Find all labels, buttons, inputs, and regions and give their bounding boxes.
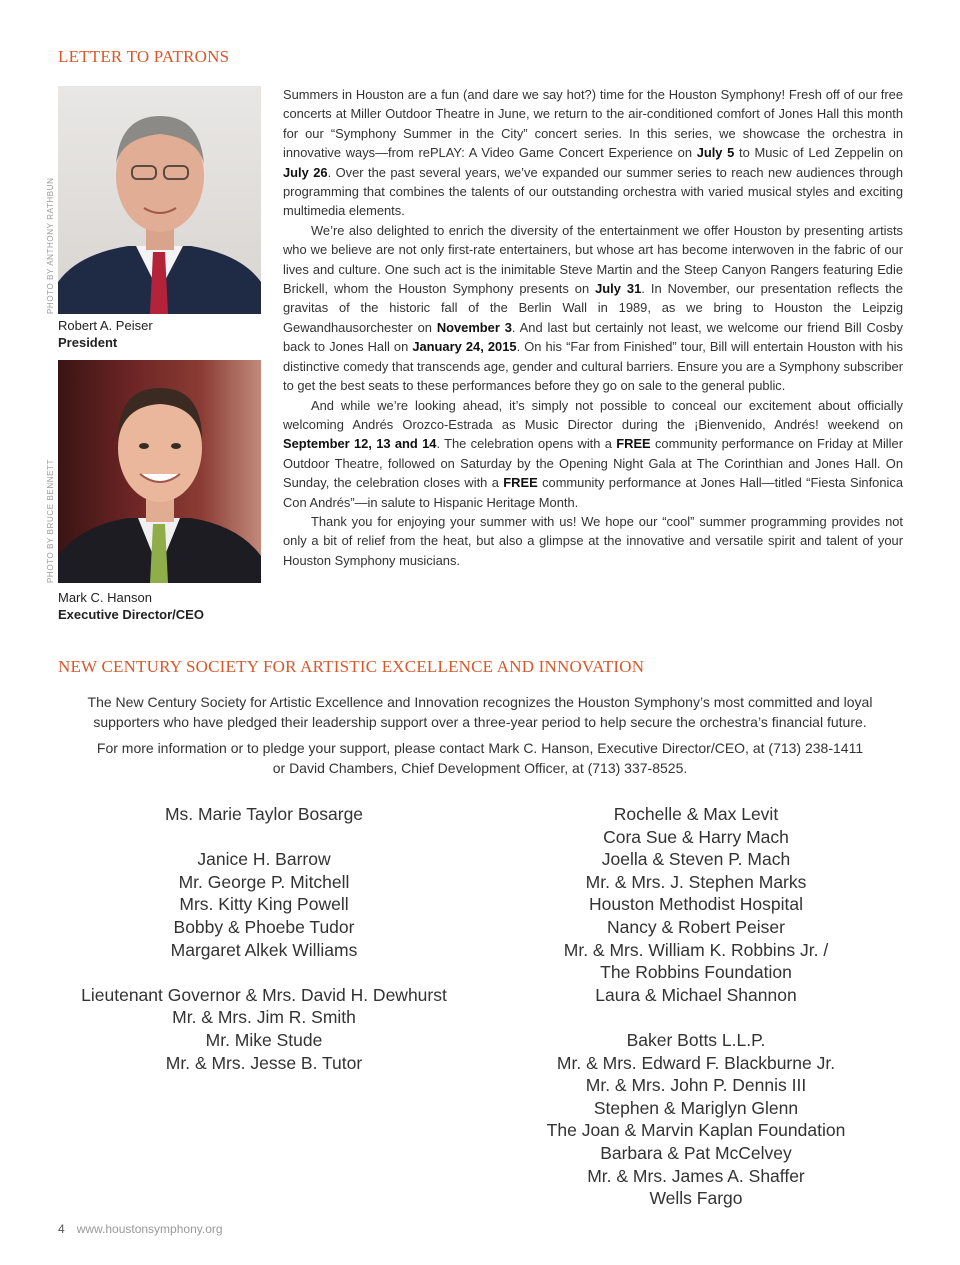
letter-text: . Over the past several years, we’ve expanded our summer series to reach new audiences through programming that combines the talents of our outstanding orchestra with varied musical styles and exciting multimedia elements. — [283, 164, 903, 219]
donor-name: Mr. & Mrs. Edward F. Blackburne Jr. — [556, 1052, 836, 1073]
donor-name: Mr. Mike Stude — [205, 1029, 323, 1050]
photo-caption-president — [58, 317, 153, 351]
caption-name: Mark C. Hanson — [58, 590, 152, 605]
letter-text: And while we’re looking ahead, it’s simply not possible to conceal our excitement about officially welcoming Andrés Orozco-Estrada as Music Director during the ¡Bienvenido, Andrés! weekend on — [283, 397, 903, 432]
donor-name: Lieutenant Governor & Mrs. David H. Dewhurst — [81, 984, 447, 1005]
caption-name: Robert A. Peiser — [58, 318, 153, 333]
donor-name: Mr. & Mrs. James A. Shaffer — [587, 1165, 805, 1186]
highlighted-text: November 3 — [436, 319, 512, 335]
portrait-illustration — [58, 86, 261, 314]
donor-name: Mr. & Mrs. J. Stephen Marks — [585, 871, 807, 892]
page-number: 4 — [58, 1222, 65, 1236]
donor-name: Ms. Marie Taylor Bosarge — [164, 804, 364, 824]
letter-section-title: LETTER TO PATRONS — [58, 47, 230, 66]
donor-name: Mr. & Mrs. Jim R. Smith — [172, 1007, 356, 1028]
letter-paragraph — [283, 85, 903, 221]
ncs-section-title: NEW CENTURY SOCIETY FOR ARTISTIC EXCELLENCE AND INNOVATION — [58, 657, 645, 676]
letter-text: We’re also delighted to enrich the diversity of the entertainment we offer Houston by presenting artists who we believe are not only first-rate entertainers, but whose art has become interwoven in the fabric of our lives and culture. One such act is the inimitable Steve Martin and the Steep Canyon Rangers featuring Edie Brickell, whom the Houston Symphony presents on — [283, 222, 903, 297]
donor-name: The Robbins Foundation — [600, 962, 792, 983]
donor-spacer — [49, 826, 479, 849]
donor-name: Mr. & Mrs. Jesse B. Tutor — [165, 1052, 363, 1073]
president-photo — [58, 86, 261, 314]
photo-credit: PHOTO BY ANTHONY RATHBUN — [46, 177, 55, 314]
highlighted-text: FREE — [616, 436, 651, 452]
ncs-contact — [58, 738, 902, 778]
donor-name: Barbara & Pat McCelvey — [600, 1142, 792, 1163]
photo-credit: PHOTO BY BRUCE BENNETT — [46, 458, 55, 583]
donor-name: Mr. George P. Mitchell — [178, 871, 350, 892]
portrait-illustration — [58, 360, 261, 583]
donor-name: Cora Sue & Harry Mach — [603, 826, 789, 847]
footer-url: www.houstonsymphony.org — [76, 1222, 223, 1236]
letter-text: . And last but certainly not least, we welcome our friend Bill Cosby back to Jones Hall on — [283, 319, 903, 355]
caption-role: President — [58, 335, 118, 350]
donor-name: Nancy & Robert Peiser — [607, 916, 785, 937]
ncs-contact-line: or David Chambers, Chief Development Officer, at (713) 337-8525. — [272, 760, 688, 776]
letter-text: . On his “Far from Finished” tour, Bill will entertain Houston with his distinctive comedy that transcends age, gender and cultural barriers. Ensure you are a Symphony subscriber to get the best seats to these performances before they go on sale to the general public. — [283, 339, 903, 394]
highlighted-text: July 31 — [595, 281, 642, 297]
caption-role: Executive Director/CEO — [58, 607, 204, 622]
photo-caption-executive-director — [58, 589, 204, 623]
highlighted-text: January 24, 2015 — [412, 339, 517, 355]
letter-paragraph — [283, 221, 903, 396]
letter-text: . The celebration opens with a — [436, 436, 617, 452]
donor-name: Stephen & Mariglyn Glenn — [593, 1097, 799, 1118]
donor-name: Joella & Steven P. Mach — [601, 849, 791, 870]
donor-name: Rochelle & Max Levit — [613, 804, 779, 824]
donor-list-left — [49, 803, 479, 1074]
page-footer — [58, 1222, 223, 1236]
donor-name: Wells Fargo — [649, 1188, 743, 1209]
donor-name: Mrs. Kitty King Powell — [179, 894, 349, 915]
donor-name: Margaret Alkek Williams — [170, 939, 358, 960]
donor-name: Janice H. Barrow — [197, 849, 331, 870]
ncs-contact-line: For more information or to pledge your support, please contact Mark C. Hanson, Executive Director/CEO, at (713) 238-1411 — [96, 740, 864, 756]
letter-text: Summers in Houston are a fun (and dare we say hot?) time for the Houston Symphony! Fresh off of our free concerts at Miller Outdoor Theatre in June, we return to the air-conditioned comfort of Jones Hall this month for our “Symphony Summer in the City” concert series. In this series, we showcase the orchestra in innovative ways—from rePLAY: A Video Game Concert Experience on — [283, 87, 903, 161]
donor-list-right — [481, 803, 911, 1210]
donor-name: Baker Botts L.L.P. — [626, 1029, 766, 1050]
letter-paragraph — [283, 512, 903, 570]
donor-spacer — [481, 1006, 911, 1029]
donor-spacer — [49, 961, 479, 984]
donor-name: Mr. & Mrs. William K. Robbins Jr. / — [563, 939, 829, 960]
donor-name: Mr. & Mrs. John P. Dennis III — [585, 1075, 807, 1096]
letter-text: . In November, our presentation reflects the gravitas of the historic fall of the Berlin Wall in 1989, as we bring to Houston the Leipzig Gewandhausorchester on — [283, 281, 903, 335]
donor-name: Houston Methodist Hospital — [589, 894, 803, 915]
highlighted-text: FREE — [503, 475, 538, 491]
highlighted-text: July 26 — [283, 164, 328, 180]
highlighted-text: July 5 — [696, 145, 735, 161]
donor-name: Laura & Michael Shannon — [595, 984, 797, 1005]
letter-text: community performance on Friday at Miller Outdoor Theatre, followed on Saturday by the Opening Night Gala at The Corinthian and Jones Hall. On Sunday, the celebration closes with a — [283, 436, 904, 491]
letter-body — [283, 85, 903, 570]
letter-text: to Music of Led Zeppelin on — [734, 145, 904, 161]
ncs-intro: The New Century Society for Artistic Excellence and Innovation recognizes the Houston Symphony’s most committed and loyal supporters who have pledged their leadership support over a three-year period to help secure the orchestra’s financial future. — [87, 694, 873, 730]
donor-name: Bobby & Phoebe Tudor — [173, 916, 355, 937]
highlighted-text: September 12, 13 and 14 — [283, 436, 437, 452]
letter-paragraph — [283, 396, 903, 512]
donor-name: The Joan & Marvin Kaplan Foundation — [546, 1120, 846, 1141]
letter-text: community performance at Jones Hall—titled “Fiesta Sinfonica Con Andrés”—in salute to Hispanic Heritage Month. — [283, 475, 903, 510]
executive-director-photo — [58, 360, 261, 583]
letter-text: Thank you for enjoying your summer with us! We hope our “cool” summer programming provides not only a bit of relief from the heat, but also a glimpse at the innovative and versatile spirit and talent of your Houston Symphony musicians. — [283, 513, 903, 568]
